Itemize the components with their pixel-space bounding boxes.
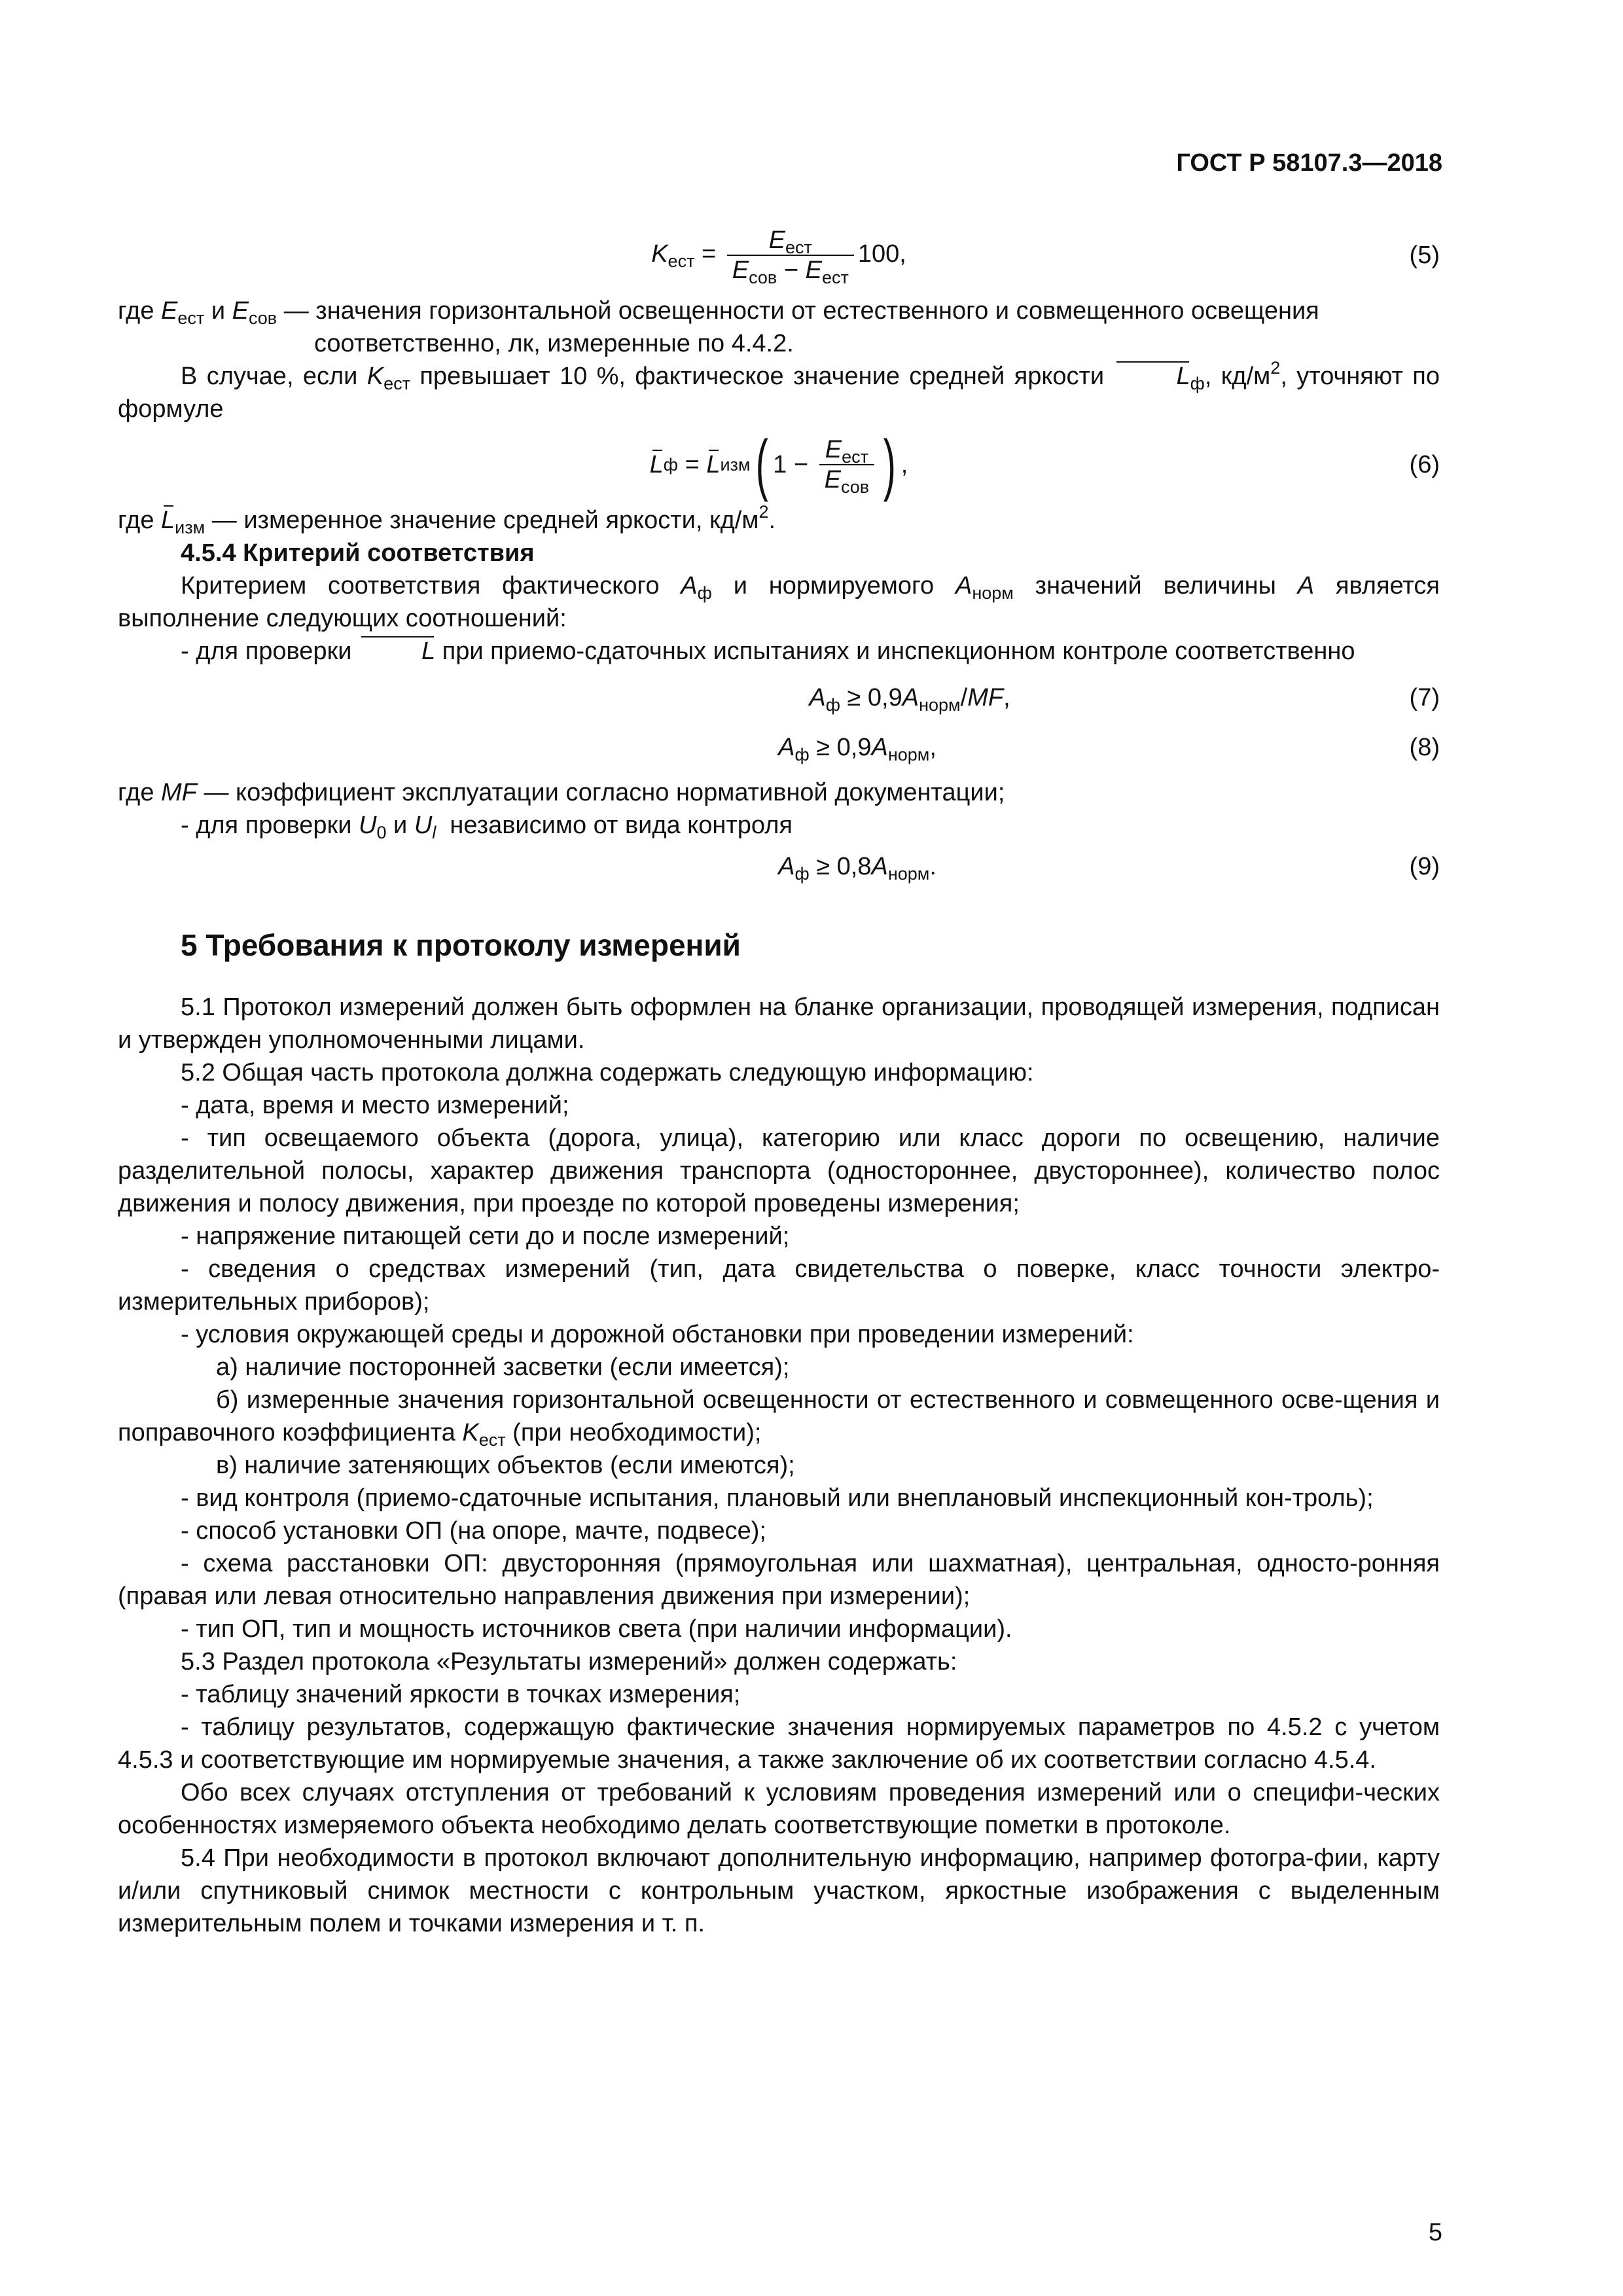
f7-d: / bbox=[960, 684, 968, 711]
f5-den-minus: − bbox=[777, 257, 806, 284]
sub-item-b bbox=[118, 1384, 1440, 1449]
bullet-results-table: - таблицу результатов, содержащую фактические значения нормируемых параметров по 4.5.2 с учетом 4.5.3 и соответствующие им нормируемые значения, а также заключение об их соответствии согласно 4.5.4. bbox=[118, 1713, 1440, 1774]
document-header: ГОСТ Р 58107.3—2018 bbox=[1176, 149, 1442, 177]
f5-den-a: E bbox=[732, 257, 749, 284]
where-mf-paragraph bbox=[118, 776, 1440, 809]
f8-c: A bbox=[871, 734, 888, 761]
f9-b: ≥ 0,8 bbox=[809, 853, 872, 880]
bullet-object-type: - тип освещаемого объекта (дорога, улица), категорию или класс дороги по освещению, наличие разделительной полосы, характер движения транспорта (одностороннее, двустороннее), количество полос движения и полосу движения, при проезде по которой проведены измерения; bbox=[118, 1124, 1440, 1217]
para-5-2: 5.2 Общая часть протокола должна содержать следующую информацию: bbox=[181, 1059, 1034, 1086]
equation-number-8: (8) bbox=[1409, 734, 1440, 761]
criterion-paragraph bbox=[118, 569, 1440, 635]
where-6-c: . bbox=[768, 507, 776, 534]
where-5-and: и bbox=[204, 297, 232, 325]
f6-one: 1 − bbox=[773, 451, 815, 478]
sub-item-a: а) наличие посторонней засветки (если имеется); bbox=[216, 1354, 790, 1381]
bullet-luminance-table: - таблицу значений яркости в точках измерения; bbox=[181, 1681, 741, 1708]
check-u-ul-sub: l bbox=[432, 823, 437, 842]
where-5-e1-sub: ест bbox=[177, 308, 205, 328]
section-5-title: 5 Требования к протоколу измерений bbox=[181, 928, 741, 962]
crit-af-sub: ф bbox=[697, 583, 712, 603]
formula-7 bbox=[118, 673, 1440, 723]
case-paragraph bbox=[118, 360, 1440, 425]
f5-den-b: E bbox=[805, 257, 822, 284]
f6-rparen: ) bbox=[883, 427, 896, 503]
check-u-c: независимо от вида контроля bbox=[436, 812, 793, 839]
f6-lhs: L bbox=[650, 448, 664, 481]
where-5-text: — значения горизонтальной освещенности от естественного и совмещенного освещения bbox=[277, 297, 1319, 325]
f8-c-sub: норм bbox=[887, 745, 930, 764]
f9-a-sub: ф bbox=[794, 864, 810, 884]
f5-den-b-sub: ест bbox=[821, 268, 849, 287]
check-u-a: - для проверки bbox=[181, 812, 359, 839]
check-u-ul: U bbox=[414, 812, 433, 839]
crit-an: A bbox=[955, 572, 972, 600]
equation-number-5: (5) bbox=[1409, 242, 1440, 269]
sub-item-v: в) наличие затеняющих объектов (если имеются); bbox=[216, 1452, 795, 1479]
crit-d: является выполнение следующих соотношений: bbox=[118, 572, 1440, 632]
f7-c-sub: норм bbox=[919, 695, 961, 715]
document-body bbox=[118, 216, 1440, 1940]
case-l: L bbox=[1114, 360, 1190, 393]
f7-e: , bbox=[1003, 684, 1010, 711]
where-6-b: — измеренное значение средней яркости, кд/м bbox=[205, 507, 759, 534]
f5-num: E bbox=[768, 226, 786, 254]
f5-fraction bbox=[727, 226, 854, 285]
check-u-paragraph bbox=[118, 809, 1440, 842]
f8-b: ≥ 0,9 bbox=[809, 734, 872, 761]
f8-a-sub: ф bbox=[794, 745, 810, 764]
crit-c: значений величины bbox=[1013, 572, 1298, 600]
where-mf-b: — коэффициент эксплуатации согласно нормативной документации; bbox=[196, 779, 1005, 806]
sub-item-b-text: б) измеренные значения горизонтальной освещенности от естественного и совмещенного осве-щения и поправочного коэффициента bbox=[118, 1386, 1440, 1446]
subsection-4-5-4-title: 4.5.4 Критерий соответствия bbox=[181, 539, 535, 567]
f6-tail: , bbox=[901, 451, 908, 478]
f5-lhs: K bbox=[651, 240, 668, 268]
equation-number-9: (9) bbox=[1409, 853, 1440, 880]
f7-mf: MF bbox=[967, 684, 1004, 711]
case-k-sub: ест bbox=[383, 374, 410, 393]
where-5-a: где bbox=[118, 297, 162, 325]
f9-c: A bbox=[871, 853, 888, 880]
sub-item-b-k: K bbox=[462, 1419, 479, 1446]
para-5-1: 5.1 Протокол измерений должен быть оформлен на бланке организации, проводящей измерения, подписан и утвержден уполномоченными лицами. bbox=[118, 994, 1440, 1054]
sub-item-b-k-sub: ест bbox=[478, 1430, 506, 1450]
check-l-a: - для проверки bbox=[181, 637, 359, 665]
f6-den: E bbox=[824, 466, 841, 493]
crit-a: Критерием соответствия фактического bbox=[181, 572, 681, 600]
crit-af: A bbox=[681, 572, 698, 600]
bullet-mounting: - способ установки ОП (на опоре, мачте, подвесе); bbox=[181, 1517, 766, 1545]
bullet-conditions: - условия окружающей среды и дорожной обстановки при проведении измерений: bbox=[181, 1321, 1134, 1348]
where-5-cont: соответственно, лк, измеренные по 4.4.2. bbox=[314, 330, 794, 357]
f6-eq: = bbox=[678, 451, 707, 478]
where-mf-a: где bbox=[118, 779, 162, 806]
formula-5 bbox=[118, 216, 1440, 295]
where-5-e2-sub: сов bbox=[248, 308, 277, 328]
check-u-u0-sub: 0 bbox=[376, 823, 387, 842]
formula-8 bbox=[118, 723, 1440, 772]
where-6-a: где bbox=[118, 507, 162, 534]
bullet-instruments: - сведения о средствах измерений (тип, дата свидетельства о поверке, класс точности электро-измерительных приборов); bbox=[118, 1255, 1440, 1316]
f5-num-sub: ест bbox=[785, 238, 812, 257]
check-l-b: при приемо-сдаточных испытаниях и инспекционном контроле соответственно bbox=[435, 637, 1355, 665]
case-c: , кд/м bbox=[1204, 363, 1271, 390]
f6-fraction bbox=[819, 435, 875, 497]
f5-eq: = bbox=[694, 240, 723, 268]
f6-den-sub: сов bbox=[840, 477, 870, 497]
f7-a-sub: ф bbox=[825, 695, 840, 715]
where-6-paragraph bbox=[118, 504, 1440, 537]
f8-e: , bbox=[929, 734, 936, 761]
case-a: В случае, если bbox=[181, 363, 367, 390]
formula-6: L ф = L изм ( 1 − $\frac{E_{ест}}{E_{сов}}$ ) , (6) bbox=[649, 427, 1440, 503]
where-5-paragraph bbox=[118, 295, 1440, 327]
formula-9 bbox=[118, 842, 1440, 891]
case-b: превышает 10 %, фактическое значение средней яркости bbox=[410, 363, 1114, 390]
crit-an-sub: норм bbox=[972, 583, 1014, 603]
case-d: , уточняют по формуле bbox=[118, 363, 1440, 423]
f9-c-sub: норм bbox=[887, 864, 930, 884]
check-u-u0: U bbox=[358, 812, 377, 839]
case-l-sub: ф bbox=[1190, 374, 1205, 393]
bullet-voltage: - напряжение питающей сети до и после измерений; bbox=[181, 1223, 790, 1250]
f9-e: . bbox=[929, 853, 936, 880]
where-6-b-sup: 2 bbox=[758, 502, 769, 522]
check-l-paragraph bbox=[118, 635, 1440, 668]
f9-a: A bbox=[778, 853, 795, 880]
f6-rhs: L bbox=[706, 448, 720, 481]
where-6-l: L bbox=[161, 504, 175, 537]
bullet-luminaire-type: - тип ОП, тип и мощность источников света (при наличии информации). bbox=[181, 1615, 1012, 1643]
f8-a: A bbox=[778, 734, 795, 761]
bullet-layout-scheme: - схема расстановки ОП: двусторонняя (прямоугольная или шахматная), центральная, односто-ронняя (правая или левая относительно направления движения при измерении); bbox=[118, 1550, 1440, 1610]
sub-item-b-tail: (при необходимости); bbox=[505, 1419, 762, 1446]
f7-c: A bbox=[902, 684, 919, 711]
where-5-e2: E bbox=[232, 297, 249, 325]
f6-lparen: ( bbox=[755, 427, 768, 503]
check-u-b: и bbox=[386, 812, 414, 839]
f7-a: A bbox=[809, 684, 826, 711]
para-5-3: 5.3 Раздел протокола «Результаты измерений» должен содержать: bbox=[181, 1648, 957, 1676]
crit-a2: A bbox=[1297, 572, 1315, 600]
f7-b: ≥ 0,9 bbox=[840, 684, 902, 711]
bullet-control-type: - вид контроля (приемо-сдаточные испытания, плановый или внеплановый инспекционный кон-троль); bbox=[181, 1484, 1374, 1512]
para-deviations: Обо всех случаях отступления от требований к условиям проведения измерений или о специфи-ческих особенностях измеряемого объекта необходимо делать соответствующие пометки в протоколе. bbox=[118, 1779, 1440, 1839]
f5-lhs-sub: ест bbox=[668, 251, 695, 272]
case-k: K bbox=[366, 363, 384, 390]
equation-number-6: (6) bbox=[1409, 451, 1440, 478]
f6-num: E bbox=[825, 436, 842, 463]
bullet-date-time: - дата, время и место измерений; bbox=[181, 1092, 569, 1119]
where-5-e1: E bbox=[161, 297, 178, 325]
crit-b: и нормируемого bbox=[711, 572, 955, 600]
where-mf-mf: MF bbox=[161, 779, 197, 806]
para-5-4: 5.4 При необходимости в протокол включают дополнительную информацию, например фотогра-фии, карту и/или спутниковый снимок местности с контрольным участком, яркостные изображения с выделенным измерительным полем и точками измерения и т. п. bbox=[118, 1844, 1440, 1937]
check-l-l: L bbox=[359, 635, 435, 668]
page-number: 5 bbox=[1428, 2219, 1442, 2246]
where-6-l-sub: изм bbox=[175, 518, 205, 537]
case-c-sup: 2 bbox=[1270, 358, 1281, 378]
f6-num-sub: ест bbox=[842, 447, 868, 467]
equation-number-7: (7) bbox=[1409, 684, 1440, 711]
f5-den-a-sub: сов bbox=[749, 268, 777, 287]
f5-tail: 100, bbox=[857, 240, 906, 268]
